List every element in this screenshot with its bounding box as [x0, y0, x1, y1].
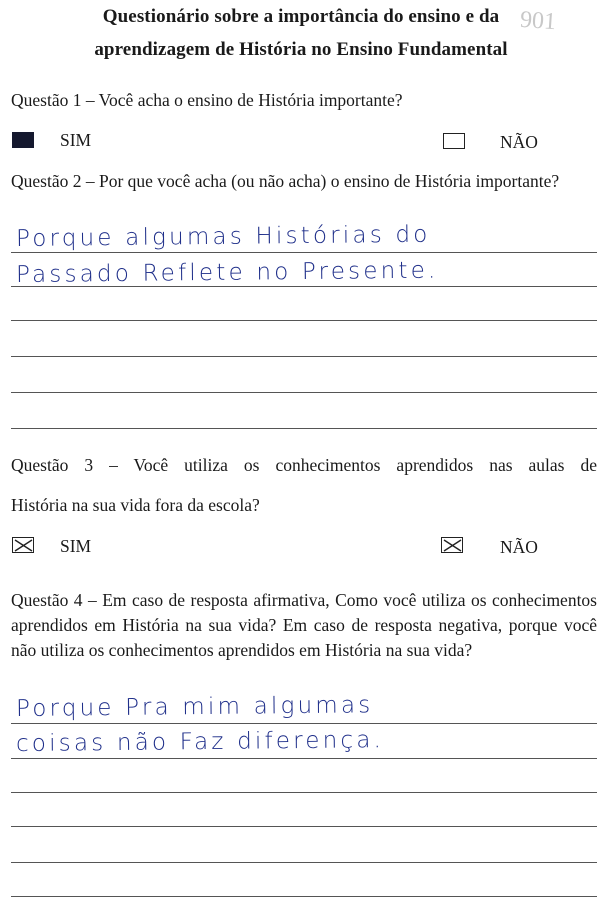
q3-no-label: NÃO — [500, 537, 538, 557]
answer-rule — [11, 896, 597, 897]
answer-rule — [11, 356, 597, 357]
document-title-line1: Questionário sobre a importância do ensino e da — [102, 6, 500, 27]
document-title-line2: aprendizagem de História no Ensino Fundamental — [94, 39, 508, 60]
x-mark-icon — [442, 538, 464, 554]
q1-no-checkbox[interactable] — [443, 133, 465, 149]
q3-no-checkbox[interactable] — [441, 537, 463, 553]
question-2-text: Questão 2 – Por que você acha (ou não acha) o ensino de História importante? — [11, 171, 560, 191]
corner-mark: 901 — [519, 6, 557, 36]
answer-rule — [11, 428, 597, 429]
q2-answer-line1: Porque algumas Histórias do — [15, 221, 431, 252]
answer-rule — [11, 826, 597, 827]
q3-yes-checkbox[interactable] — [12, 537, 34, 553]
q1-no-label: NÃO — [500, 132, 538, 152]
answer-rule — [11, 252, 597, 253]
q1-yes-checkbox[interactable] — [12, 132, 34, 148]
question-3-text-line2: História na sua vida fora da escola? — [11, 495, 260, 515]
q4-answer-line1: Porque Pra mim algumas — [15, 692, 374, 722]
q2-answer-line2: Passado Reflete no Presente. — [15, 257, 439, 288]
answer-rule — [11, 286, 597, 287]
q4-answer-line2: coisas não Faz diferença. — [15, 727, 385, 757]
answer-rule — [11, 862, 597, 863]
answer-rule — [11, 723, 597, 724]
question-1-text: Questão 1 – Você acha o ensino de História importante? — [11, 90, 403, 110]
answer-rule — [11, 758, 597, 759]
question-3-text-line1: Questão 3 – Você utiliza os conhecimentos aprendidos nas aulas de — [11, 455, 597, 475]
answer-rule — [11, 320, 597, 321]
answer-rule — [11, 392, 597, 393]
answer-rule — [11, 792, 597, 793]
q1-yes-label: SIM — [60, 130, 92, 150]
x-mark-icon — [13, 538, 35, 554]
question-4-text: Questão 4 – Em caso de resposta afirmativa, Como você utiliza os conhecimentos aprendidos em História na sua vida? Em caso de resposta negativa, porque você não utiliza os conhecimentos aprendidos em História na sua vida? — [11, 590, 597, 660]
q3-yes-label: SIM — [60, 536, 92, 556]
